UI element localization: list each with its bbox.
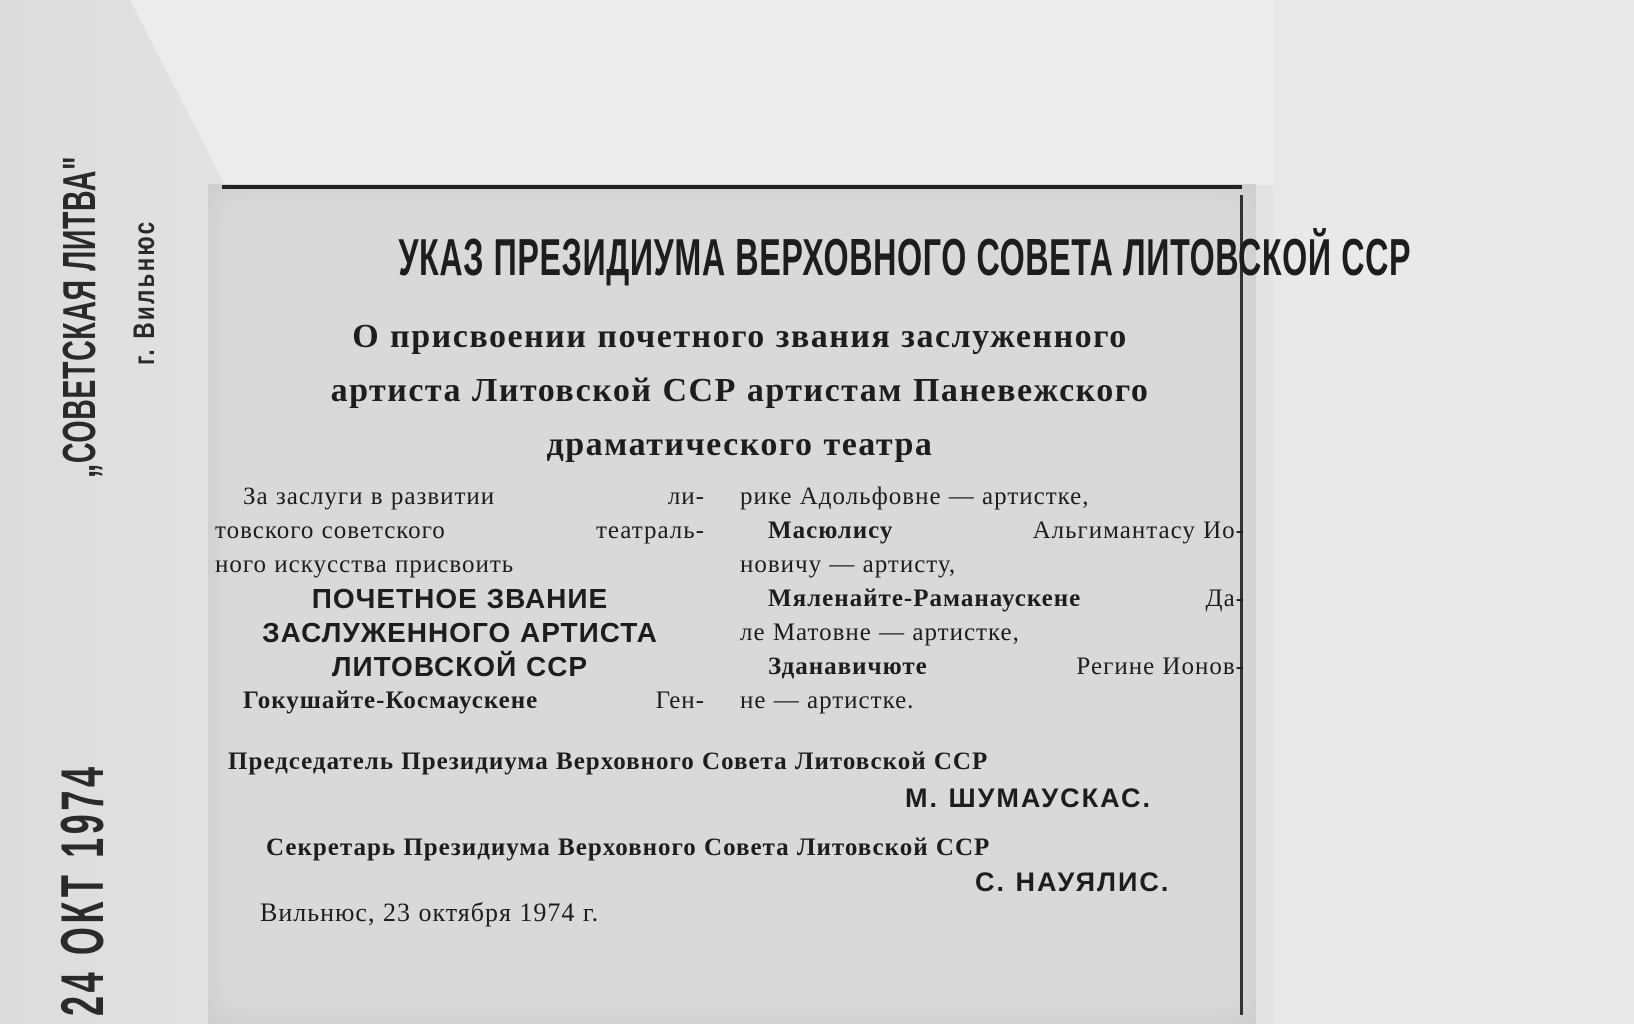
text-line: рике Адольфовне — артистке, xyxy=(740,483,1090,510)
text-fragment: Да- xyxy=(1205,585,1245,612)
text-line xyxy=(215,514,705,548)
place-and-date: Вильнюс, 23 октября 1974 г. xyxy=(260,898,600,927)
stamp-newspaper-name: „СОВЕТСКАЯ ЛИТВА" xyxy=(53,155,105,479)
text-fragment: товского советского xyxy=(215,517,446,544)
decree-headline xyxy=(0,228,1412,298)
subtitle-line: О присвоении почетного звания заслуженного xyxy=(352,318,1128,355)
honorary-title-line: ЗАСЛУЖЕННОГО АРТИСТА xyxy=(262,617,658,648)
subtitle-line: артиста Литовской ССР артистам Паневежского xyxy=(330,372,1150,409)
recipient-name: Зданавичюте xyxy=(768,653,928,680)
top-rule xyxy=(222,185,1242,189)
text-fragment: Ген- xyxy=(655,687,705,714)
secretary-title: Секретарь Президиума Верховного Совета Литовской ССР xyxy=(266,834,991,861)
right-column xyxy=(740,480,1245,718)
text-line xyxy=(215,480,705,514)
recipient-name: Гокушайте-Космаускене xyxy=(243,687,539,714)
text-line: новичу — артисту, xyxy=(740,551,957,578)
text-line xyxy=(740,582,1245,616)
text-line xyxy=(740,650,1245,684)
text-line xyxy=(740,514,1245,548)
stamp-city: г. Вильнюс xyxy=(128,219,161,365)
text-line xyxy=(215,684,705,718)
text-line: не — артистке. xyxy=(740,687,915,714)
text-line: ле Матовне — артистке, xyxy=(740,619,1020,646)
recipient-name: Мяленайте-Раманаускене xyxy=(768,585,1082,612)
stamp-date: 24 ОКТ 1974 xyxy=(49,763,116,1016)
text-fragment: Альгимантасу Ио- xyxy=(1032,517,1245,544)
headline-text: УКАЗ ПРЕЗИДИУМА ВЕРХОВНОГО СОВЕТА ЛИТОВСКОЙ ССР xyxy=(398,229,1412,287)
text-fragment: ли- xyxy=(667,483,705,510)
text-line: ного искусства присвоить xyxy=(215,551,515,578)
recipient-name: Масюлису xyxy=(768,517,894,544)
chair-title: Председатель Президиума Верховного Совета Литовской ССР xyxy=(228,748,989,775)
secretary-name: С. НАУЯЛИС. xyxy=(975,867,1171,897)
text-fragment: театраль- xyxy=(595,517,705,544)
honorary-title-line: ЛИТОВСКОЙ ССР xyxy=(331,651,589,682)
text-fragment: Регине Ионов- xyxy=(1076,653,1245,680)
left-column xyxy=(215,480,705,718)
honorary-title-line: ПОЧЕТНОЕ ЗВАНИЕ xyxy=(311,583,609,614)
text-fragment: За заслуги в развитии xyxy=(243,483,496,510)
decree-subtitle xyxy=(250,310,1230,472)
subtitle-line: драматического театра xyxy=(546,426,934,463)
chair-name: М. ШУМАУСКАС. xyxy=(905,783,1152,813)
